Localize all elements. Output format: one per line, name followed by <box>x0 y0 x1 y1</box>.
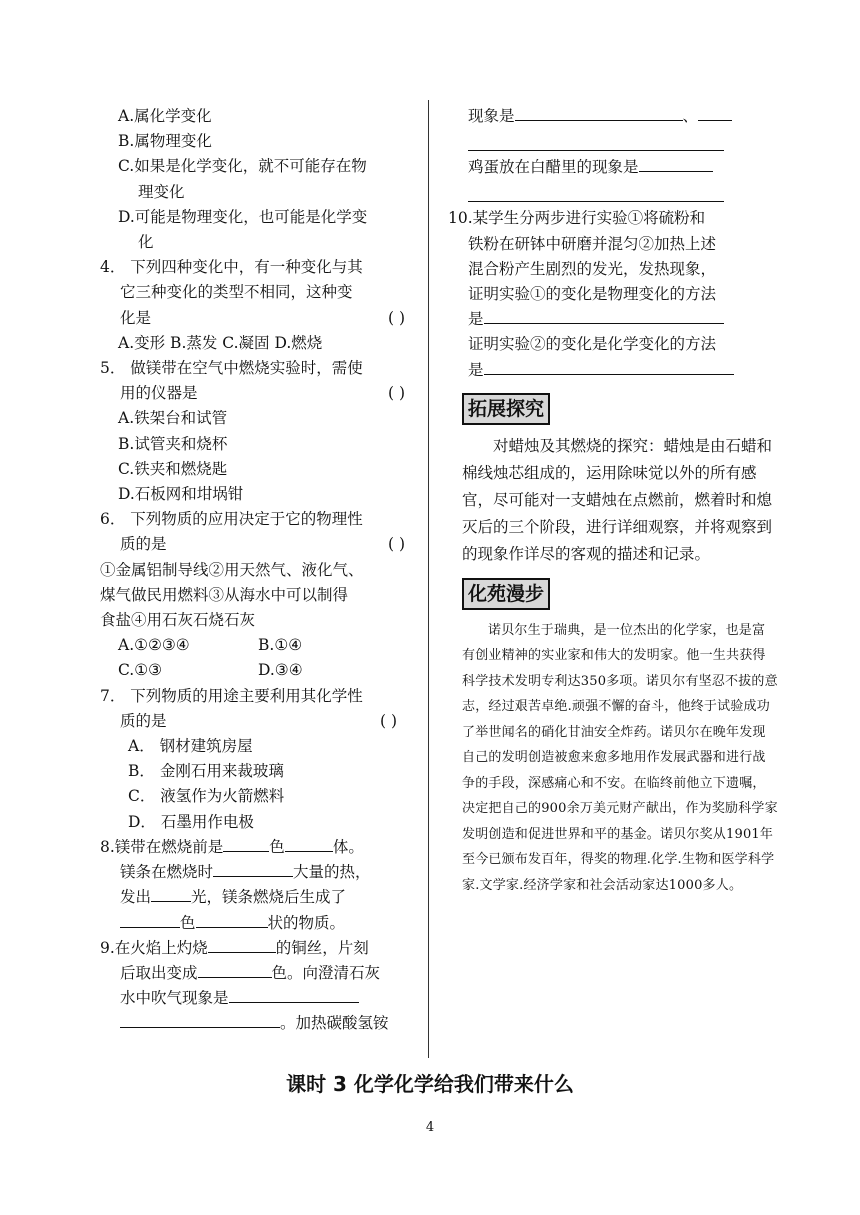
q6-body-2: 煤气做民用燃料③从海水中可以制得 <box>100 585 349 604</box>
page-number: 4 <box>425 1120 435 1135</box>
q9-text: 现象是 <box>468 107 515 125</box>
q6-stem-text: 质的是 <box>120 535 167 554</box>
q5-stem-text: 用的仪器是 <box>120 384 198 403</box>
garden-heading: 化苑漫步 <box>462 578 550 610</box>
q9-line-3 <box>100 986 405 1011</box>
q9-cont-line-1 <box>448 104 778 129</box>
q4-stem-text: 化是 <box>120 308 152 327</box>
explore-heading: 拓展探究 <box>462 393 550 425</box>
q7-stem: 7． 下列物质的用途主要利用其化学性 <box>100 686 363 705</box>
q6-option-b: B.①④ <box>258 636 303 655</box>
blank[interactable] <box>223 835 269 852</box>
answer-line[interactable] <box>468 129 724 151</box>
q6-stem: 6． 下列物质的应用决定于它的物理性 <box>100 510 363 529</box>
q5-option-b: B.试管夹和烧杯 <box>118 434 228 453</box>
q9-text: 后取出变成 <box>120 963 198 982</box>
q5-stem: 5． 做镁带在空气中燃烧实验时，需使 <box>100 359 363 378</box>
q5-option-d: D.石板网和坩埚钳 <box>118 485 244 504</box>
q7-option-a: A． 钢材建筑房屋 <box>128 737 253 756</box>
q10-text: 是 <box>468 360 484 379</box>
q7-option-d: D． 石墨用作电极 <box>128 812 254 831</box>
q6-body-1: ①金属铝制导线②用天然气、液化气、 <box>100 560 364 579</box>
q10-text: 是 <box>468 310 484 329</box>
blank[interactable] <box>208 936 276 953</box>
right-column <box>448 104 778 898</box>
q10-line-3: 混合粉产生剧烈的发光，发热现象， <box>468 259 717 278</box>
q3-option-a: A.属化学变化 <box>118 107 212 125</box>
lesson-title: 课时 3 化学化学给我们带来什么 <box>286 1072 574 1096</box>
q5-option-c: C.铁夹和燃烧匙 <box>118 459 228 478</box>
q8-text: 发出 <box>120 888 152 907</box>
q6-option-a: A.①②③④ <box>118 636 190 655</box>
column-divider <box>428 100 429 1058</box>
q7-stem-2 <box>100 709 405 734</box>
q9-text: 。加热碳酸氢铵 <box>280 1014 389 1033</box>
q7-option-b: B． 金刚石用来裁玻璃 <box>128 762 284 781</box>
blank[interactable] <box>120 1011 280 1028</box>
blank[interactable] <box>484 307 724 324</box>
q7-stem-text: 质的是 <box>120 711 167 730</box>
q10-line-4: 证明实验①的变化是物理变化的方法 <box>468 285 717 304</box>
answer-paren: ( ) <box>387 384 405 403</box>
q6-option-d: D.③④ <box>258 661 303 680</box>
q3-option-c-cont: 理变化 <box>138 182 185 201</box>
q8-line-2 <box>100 860 405 885</box>
blank[interactable] <box>198 961 272 978</box>
q4-stem-3 <box>100 306 405 331</box>
q7-option-c: C． 液氢作为火箭燃料 <box>128 787 285 806</box>
q6-option-c: C.①③ <box>118 661 163 680</box>
q8-line-4 <box>100 911 405 936</box>
explore-paragraph: 对蜡烛及其燃烧的探究：蜡烛是由石蜡和棉线烛芯组成的，运用除味觉以外的所有感官，尽可能对一支蜡烛在点燃前，燃着时和熄灭后的三个阶段，进行详细观察，并将观察到的现象作详尽的客观的描述和记录。 <box>462 436 773 563</box>
blank[interactable] <box>484 358 734 375</box>
q10-line-5 <box>448 307 778 332</box>
q9-text: 色。向澄清石灰 <box>271 963 381 982</box>
q8-text: 状的物质。 <box>267 913 346 932</box>
q9-line-1 <box>100 936 405 961</box>
answer-paren: ( ) <box>387 535 405 554</box>
q9-line-4 <box>100 1011 405 1036</box>
q4-stem: 4． 下列四种变化中，有一种变化与其 <box>100 258 363 277</box>
q8-text: 色 <box>269 837 285 856</box>
blank[interactable] <box>196 911 268 928</box>
q5-option-a: A.铁架台和试管 <box>118 409 228 428</box>
q8-text: 色 <box>180 913 196 932</box>
q10-line-6: 证明实验②的变化是化学变化的方法 <box>468 335 717 354</box>
q10-line-7 <box>448 358 778 383</box>
blank[interactable] <box>120 911 180 928</box>
q3-option-c: C.如果是化学变化，就不可能存在物 <box>118 157 367 176</box>
q6-options-cd <box>100 658 405 683</box>
q4-options: A.变形 B.蒸发 C.凝固 D.燃烧 <box>118 333 323 352</box>
blank[interactable] <box>698 104 732 121</box>
q9-text: 的铜丝，片刻 <box>275 938 369 957</box>
q3-option-b: B.属物理变化 <box>118 132 212 151</box>
q10-line-2: 铁粉在研钵中研磨并混匀②加热上述 <box>468 234 717 253</box>
q9-cont-line-3 <box>448 155 778 180</box>
blank[interactable] <box>515 104 683 121</box>
garden-paragraph: 诺贝尔生于瑞典，是一位杰出的化学家，也是富有创业精神的实业家和伟大的发明家。他一生共获得科学技术发明专利达350多项。诺贝尔有坚忍不拔的意志，经过艰苦卓绝.顽强不懈的奋斗，他终于试验成功了举世闻名的硝化甘油安全炸药。诺贝尔在晚年发现自己的发明创造被愈来愈多地用作发展武器和进行战争的手段，深感痛心和不安。在临终前他立下遗嘱，决定把自己的900余万美元财产献出，作为奖励科学家发明创造和促进世界和平的基金。诺贝尔奖从1901年至今已颁布发百年，得奖的物理.化学.生物和医学科学家.文学家.经济学家和社会活动家达1000多人。 <box>462 622 778 893</box>
blank[interactable] <box>213 860 293 877</box>
q4-stem-2: 它三种变化的类型不相同，这种变 <box>120 283 353 302</box>
q10-line-1: 10.某学生分两步进行实验①将硫粉和 <box>448 209 706 228</box>
q8-text: 体。 <box>332 837 364 856</box>
blank[interactable] <box>639 155 713 172</box>
answer-paren: ( ) <box>379 711 397 730</box>
blank[interactable] <box>151 885 191 902</box>
q6-options-ab <box>100 633 405 658</box>
q8-text: 光，镁条燃烧后生成了 <box>191 888 347 907</box>
q8-line-3 <box>100 885 405 910</box>
q6-stem-2 <box>100 532 405 557</box>
q3-option-d: D.可能是物理变化，也可能是化学变 <box>118 207 368 226</box>
answer-paren: ( ) <box>387 308 405 327</box>
answer-line[interactable] <box>468 180 724 202</box>
left-column <box>100 104 405 1037</box>
blank[interactable] <box>285 835 333 852</box>
q8-text: 镁条在燃烧时 <box>120 863 214 882</box>
q8-text: 大量的热， <box>293 863 371 882</box>
q5-stem-2 <box>100 381 405 406</box>
q8-line-1 <box>100 835 405 860</box>
q9-text: 、 <box>682 107 699 125</box>
q9-text: 鸡蛋放在白醋里的现象是 <box>468 158 639 177</box>
q3-option-d-cont: 化 <box>138 233 154 252</box>
blank[interactable] <box>229 986 359 1003</box>
q9-text: 9.在火焰上灼烧 <box>100 938 208 957</box>
q9-text: 水中吹气现象是 <box>120 989 229 1008</box>
q6-body-3: 食盐④用石灰石烧石灰 <box>100 611 256 630</box>
q8-text: 8.镁带在燃烧前是 <box>100 837 224 856</box>
q9-line-2 <box>100 961 405 986</box>
